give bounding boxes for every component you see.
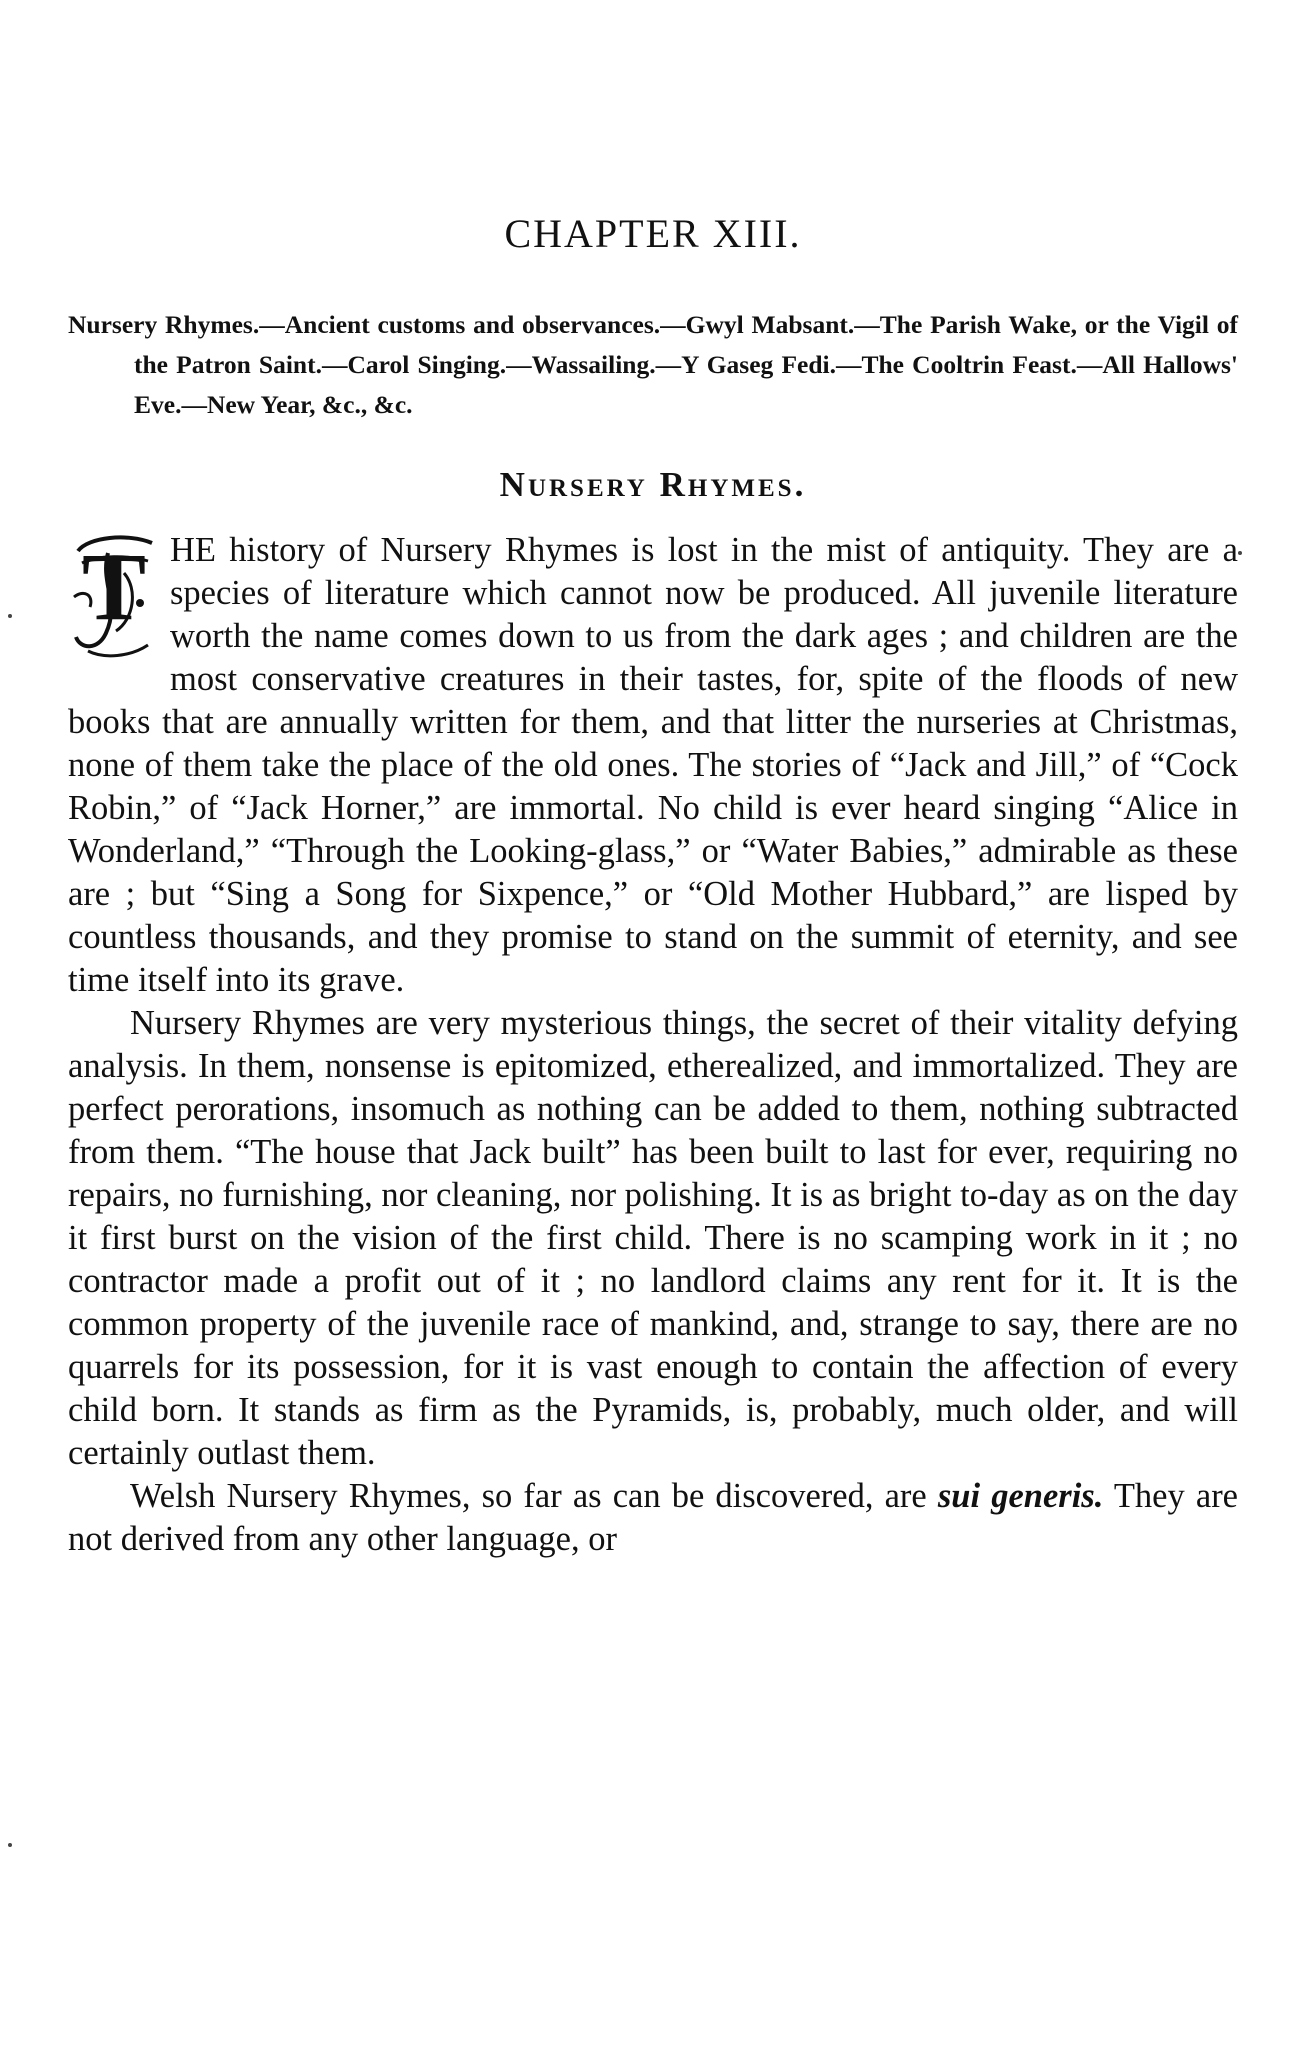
paragraph-2: Nursery Rhymes are very mysterious things, the secret of their vitality defying analysis. In them, nonsense is epitomized, etherealized, and immortalized. They are perfect perorations, insomuch as nothing can be added to them, nothing subtracted from them. “The house that Jack built” has been built to last for ever, requiring no repairs, no furnishing, nor cleaning, nor polishing. It is as bright to-day as on the day it first burst on the vision of the first child. There is no scamping work in it ; no contractor made a profit out of it ; no landlord claims any rent for it. It is the common property of the juvenile race of mankind, and, strange to say, there are no quarrels for its possession, for it is vast enough to contain the affection of every child born. It stands as firm as the Pyramids, is, probably, much older, and will certainly outlast them. xyxy=(68,1004,1238,1472)
section-heading: Nursery Rhymes. xyxy=(499,465,807,504)
ornamental-dropcap xyxy=(68,533,160,661)
scan-speck xyxy=(8,614,12,618)
paragraph-3-end: They are not derived from any other language, or xyxy=(68,1477,1238,1558)
latin-phrase: sui generis. xyxy=(937,1477,1104,1515)
scan-speck xyxy=(8,1843,12,1847)
chapter-synopsis: Nursery Rhymes.—Ancient customs and observances.—Gwyl Mabsant.—The Parish Wake, or the Vigil of the Patron Saint.—Carol Singing.—Wassailing.—Y Gaseg Fedi.—The Cooltrin Feast.—All Hallows' Eve.—New Year, &c., &c. xyxy=(68,310,1238,419)
paragraph-3 xyxy=(68,1475,1238,1561)
paragraph-3-start: Welsh Nursery Rhymes, so far as can be discovered, are xyxy=(130,1477,927,1515)
paragraph-1 xyxy=(68,529,1238,1002)
book-page xyxy=(68,210,1238,1561)
paragraph-1-text: HE history of Nursery Rhymes is lost in the mist of antiquity. They are a species of literature which cannot now be produced. All juvenile literature worth the name comes down to us from the dark ages ; and children are the most conservative creatures in their tastes, for, spite of the floods of new books that are annually written for them, and that litter the nurseries at Christmas, none of them take the place of the old ones. The stories of “Jack and Jill,” of “Cock Robin,” of “Jack Horner,” are immortal. No child is ever heard singing “Alice in Wonderland,” “Through the Looking-glass,” or “Water Babies,” admirable as these are ; but “Sing a Song for Sixpence,” or “Old Mother Hubbard,” are lisped by countless thousands, and they promise to stand on the summit of eternity, and see time itself into its grave. xyxy=(68,531,1238,999)
chapter-title: CHAPTER XIII. xyxy=(504,211,802,256)
dropcap-letter: T xyxy=(82,533,147,640)
scan-speck xyxy=(1238,551,1242,555)
